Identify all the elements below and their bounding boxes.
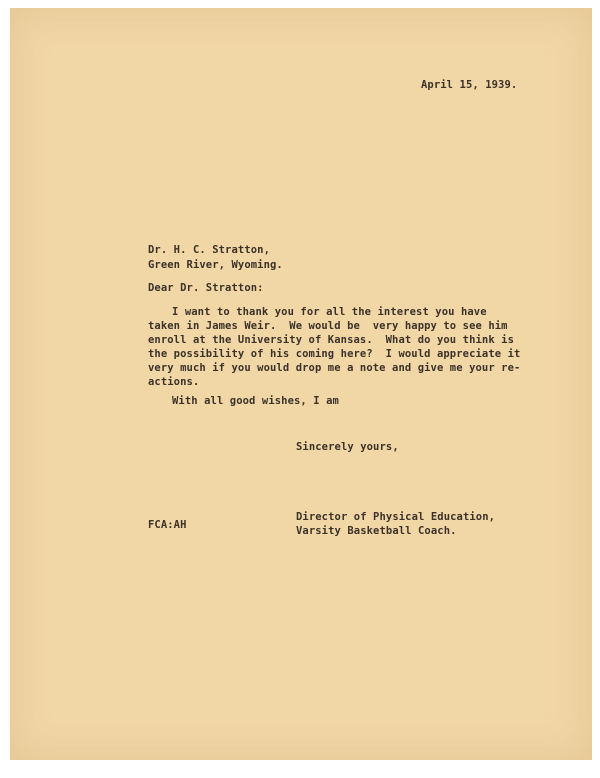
salutation: Dear Dr. Stratton:: [148, 282, 264, 294]
body-line: very much if you would drop me a note and give me your re-: [148, 362, 521, 374]
body-line: the possibility of his coming here? I would appreciate it: [148, 348, 521, 360]
body-line: enroll at the University of Kansas. What do you think is: [148, 334, 515, 346]
closing-wish: With all good wishes, I am: [172, 395, 339, 407]
valediction: Sincerely yours,: [296, 441, 399, 453]
letter-date: April 15, 1939.: [421, 79, 518, 91]
body-line: I want to thank you for all the interest you have: [172, 306, 487, 318]
body-line: taken in James Weir. We would be very happy to see him: [148, 320, 508, 332]
body-line: actions.: [148, 376, 200, 388]
signature-title: Director of Physical Education,: [296, 511, 496, 523]
signature-title: Varsity Basketball Coach.: [296, 525, 457, 537]
reference-initials: FCA:AH: [148, 519, 187, 531]
recipient-location: Green River, Wyoming.: [148, 259, 283, 271]
recipient-name: Dr. H. C. Stratton,: [148, 244, 271, 256]
letter-page: [10, 8, 592, 760]
